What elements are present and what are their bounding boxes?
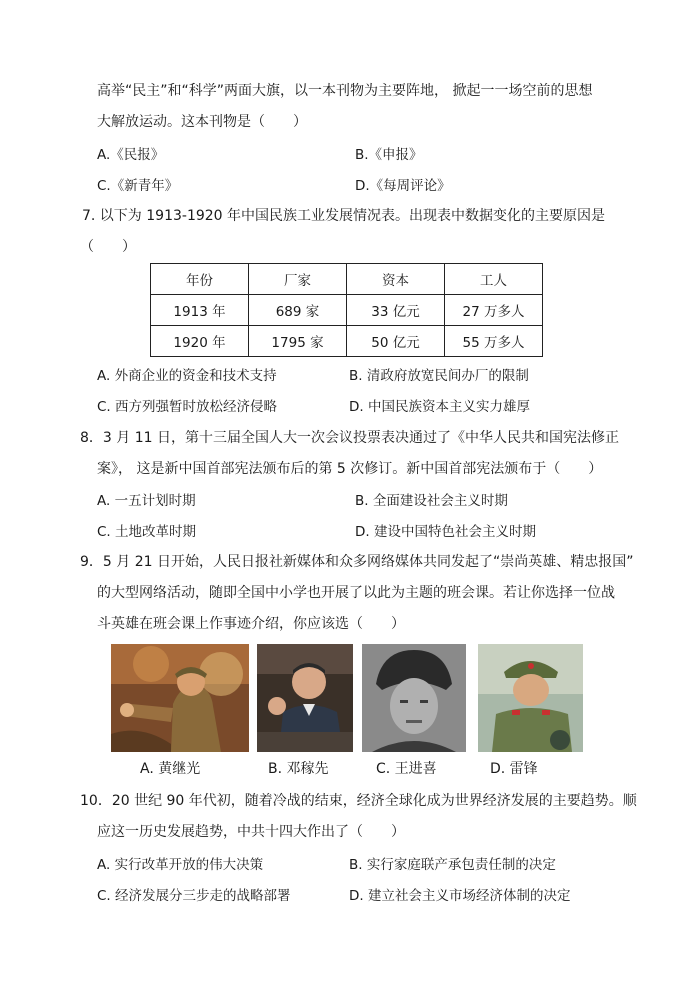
table-cell: 55 万多人 bbox=[445, 326, 543, 357]
q10-stem-line-2: 应这一历史发展趋势，中共十四大作出了（ ） bbox=[97, 824, 405, 840]
q6-stem-line-1: 高举“民主”和“科学”两面大旗，以一本刊物为主要阵地， 掀起一一场空前的思想 bbox=[97, 83, 593, 99]
q9-stem-line-1: 9．5 月 21 日开始，人民日报社新媒体和众多网络媒体共同发起了“崇尚英雄、精忠报国” bbox=[80, 554, 634, 570]
table-header-cell: 厂家 bbox=[249, 264, 347, 295]
q9-stem-line-2: 的大型网络活动，随即全国中小学也开展了以此为主题的班会课。若让你选择一位战 bbox=[97, 585, 615, 601]
industry-table bbox=[150, 263, 543, 357]
q8-option-d: D. 建设中国特色社会主义时期 bbox=[355, 524, 536, 540]
q7-stem-line-2: （ ） bbox=[80, 239, 136, 255]
table-row bbox=[151, 295, 543, 326]
caption-c: C. 王进喜 bbox=[376, 761, 437, 777]
q8-stem-line-1: 8．3 月 11 日，第十三届全国人大一次会议投票表决通过了《中华人民共和国宪法修正 bbox=[80, 430, 619, 446]
table-cell: 1795 家 bbox=[249, 326, 347, 357]
q6-stem-line-2: 大解放运动。这本刊物是（ ） bbox=[97, 114, 307, 130]
q10-stem-line-1: 10．20 世纪 90 年代初，随着冷战的结束，经济全球化成为世界经济发展的主要趋势。顺 bbox=[80, 793, 637, 809]
q10-option-a: A. 实行改革开放的伟大决策 bbox=[97, 857, 264, 873]
photo-wang-jinxi bbox=[362, 644, 466, 752]
q7-option-a: A. 外商企业的资金和技术支持 bbox=[97, 368, 277, 384]
q7-option-c: C. 西方列强暂时放松经济侵略 bbox=[97, 399, 278, 415]
q8-stem-line-2: 案》， 这是新中国首部宪法颁布后的第 5 次修订。新中国首部宪法颁布于（ ） bbox=[97, 461, 603, 477]
q8-option-c: C. 土地改革时期 bbox=[97, 524, 197, 540]
caption-b: B. 邓稼先 bbox=[268, 761, 329, 777]
table-cell: 33 亿元 bbox=[347, 295, 445, 326]
caption-a: A. 黄继光 bbox=[140, 761, 201, 777]
table-cell: 1920 年 bbox=[151, 326, 249, 357]
q7-option-d: D. 中国民族资本主义实力雄厚 bbox=[349, 399, 530, 415]
q9-stem-line-3: 斗英雄在班会课上作事迹介绍，你应该选（ ） bbox=[97, 616, 405, 632]
table-cell: 50 亿元 bbox=[347, 326, 445, 357]
caption-d: D. 雷锋 bbox=[490, 761, 538, 777]
q6-option-c: C.《新青年》 bbox=[97, 178, 179, 194]
q8-option-a: A. 一五计划时期 bbox=[97, 493, 196, 509]
table-header-cell: 资本 bbox=[347, 264, 445, 295]
photo-lei-feng bbox=[478, 644, 583, 752]
table-header-row bbox=[151, 264, 543, 295]
photo-huang-jiguang bbox=[111, 644, 249, 752]
table-row bbox=[151, 326, 543, 357]
table-cell: 689 家 bbox=[249, 295, 347, 326]
q10-option-b: B. 实行家庭联产承包责任制的决定 bbox=[349, 857, 556, 873]
q6-option-a: A.《民报》 bbox=[97, 147, 165, 163]
q10-option-d: D. 建立社会主义市场经济体制的决定 bbox=[349, 888, 571, 904]
q6-option-d: D.《每周评论》 bbox=[355, 178, 451, 194]
q7-stem-line-1: 7. 以下为 1913-1920 年中国民族工业发展情况表。出现表中数据变化的主要原因是 bbox=[82, 208, 606, 224]
table-header-cell: 年份 bbox=[151, 264, 249, 295]
table-cell: 27 万多人 bbox=[445, 295, 543, 326]
table-cell: 1913 年 bbox=[151, 295, 249, 326]
photo-deng-jiaxian bbox=[257, 644, 353, 752]
q8-option-b: B. 全面建设社会主义时期 bbox=[355, 493, 508, 509]
q10-option-c: C. 经济发展分三步走的战略部署 bbox=[97, 888, 291, 904]
q7-option-b: B. 清政府放宽民间办厂的限制 bbox=[349, 368, 529, 384]
q6-option-b: B.《申报》 bbox=[355, 147, 423, 163]
table-header-cell: 工人 bbox=[445, 264, 543, 295]
